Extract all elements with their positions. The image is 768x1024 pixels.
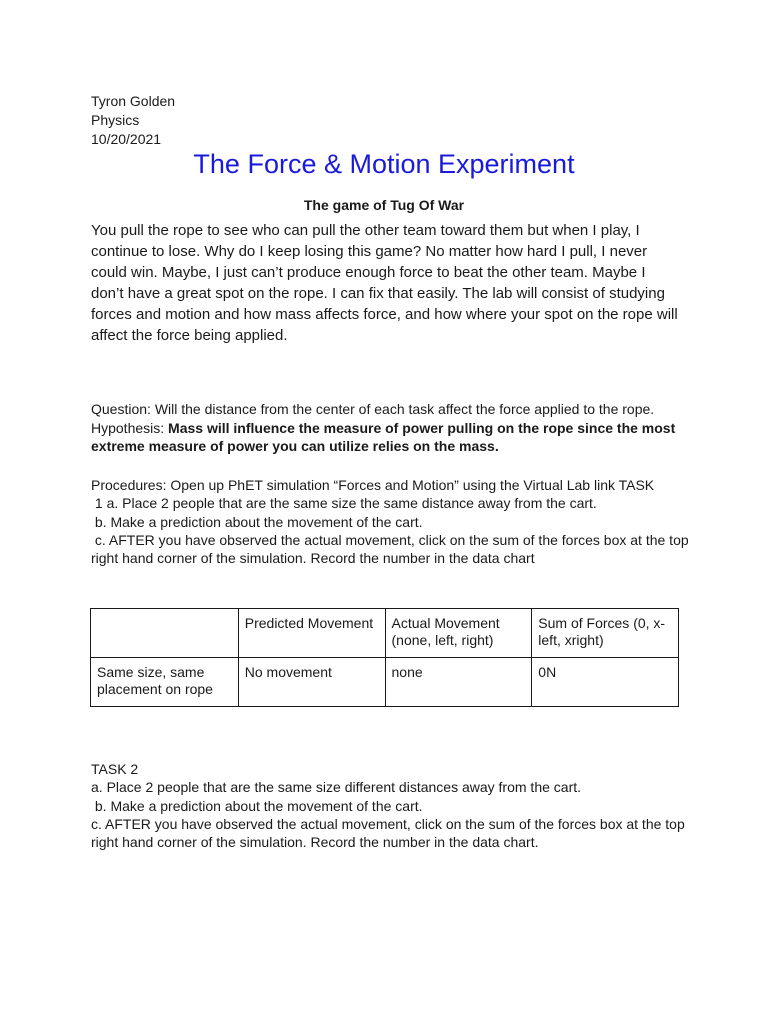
procedures-line: 1 a. Place 2 people that are the same size the same distance away from the cart.	[91, 495, 597, 512]
author-name: Tyron Golden	[91, 93, 176, 109]
procedures-line: c. AFTER you have observed the actual movement, click on the sum of the forces box at the top right hand corner of the simulation. Record the number in the data chart	[91, 531, 693, 567]
date-line: 10/20/2021	[91, 131, 162, 147]
hypothesis-text: Mass will influence the measure of power pulling on the rope since the most extreme measure of power you can utilize relies on the mass.	[91, 420, 676, 455]
task2-block	[91, 760, 689, 851]
table-row	[91, 658, 679, 707]
table-header-cell: Sum of Forces (0, x-left, xright)	[532, 609, 679, 658]
table-header-cell: Actual Movement (none, left, right)	[385, 609, 532, 658]
hypothesis-label: Hypothesis:	[91, 420, 169, 436]
procedures-line: b. Make a prediction about the movement of the cart.	[91, 513, 423, 530]
question-text: Question: Will the distance from the center of each task affect the force applied to the rope.	[91, 401, 655, 417]
table-header-cell	[91, 609, 239, 658]
table-header-row	[91, 609, 679, 658]
table-header-cell: Predicted Movement	[238, 609, 385, 658]
procedures-line: Procedures: Open up PhET simulation “Forces and Motion” using the Virtual Lab link TASK	[91, 477, 655, 493]
hypothesis-paragraph	[91, 419, 691, 456]
document-title: The Force & Motion Experiment	[193, 149, 575, 179]
task2-line: TASK 2	[91, 761, 139, 777]
table-cell: none	[385, 658, 532, 707]
task2-line: b. Make a prediction about the movement of the cart.	[91, 797, 423, 814]
task2-line: a. Place 2 people that are the same size different distances away from the cart.	[91, 779, 582, 796]
data-table	[90, 608, 679, 707]
table-cell: No movement	[238, 658, 385, 707]
document-subtitle: The game of Tug Of War	[303, 197, 465, 213]
table-cell: Same size, same placement on rope	[91, 658, 239, 707]
task2-line: c. AFTER you have observed the actual movement, click on the sum of the forces box at the top right hand corner of the simulation. Record the number in the data chart.	[91, 815, 689, 851]
procedures-block	[91, 476, 691, 567]
intro-paragraph: You pull the rope to see who can pull the other team toward them but when I play, I continue to lose. Why do I keep losing this game? No matter how hard I pull, I never could win. Maybe, I just can’t produce enough force to beat the other team. Maybe I don’t have a great spot on the rope. I can fix that easily. The lab will consist of studying forces and motion and how mass affects force, and how where your spot on the rope will affect the force being applied.	[91, 222, 678, 344]
subject-line: Physics	[91, 112, 140, 128]
table-cell: 0N	[532, 658, 679, 707]
